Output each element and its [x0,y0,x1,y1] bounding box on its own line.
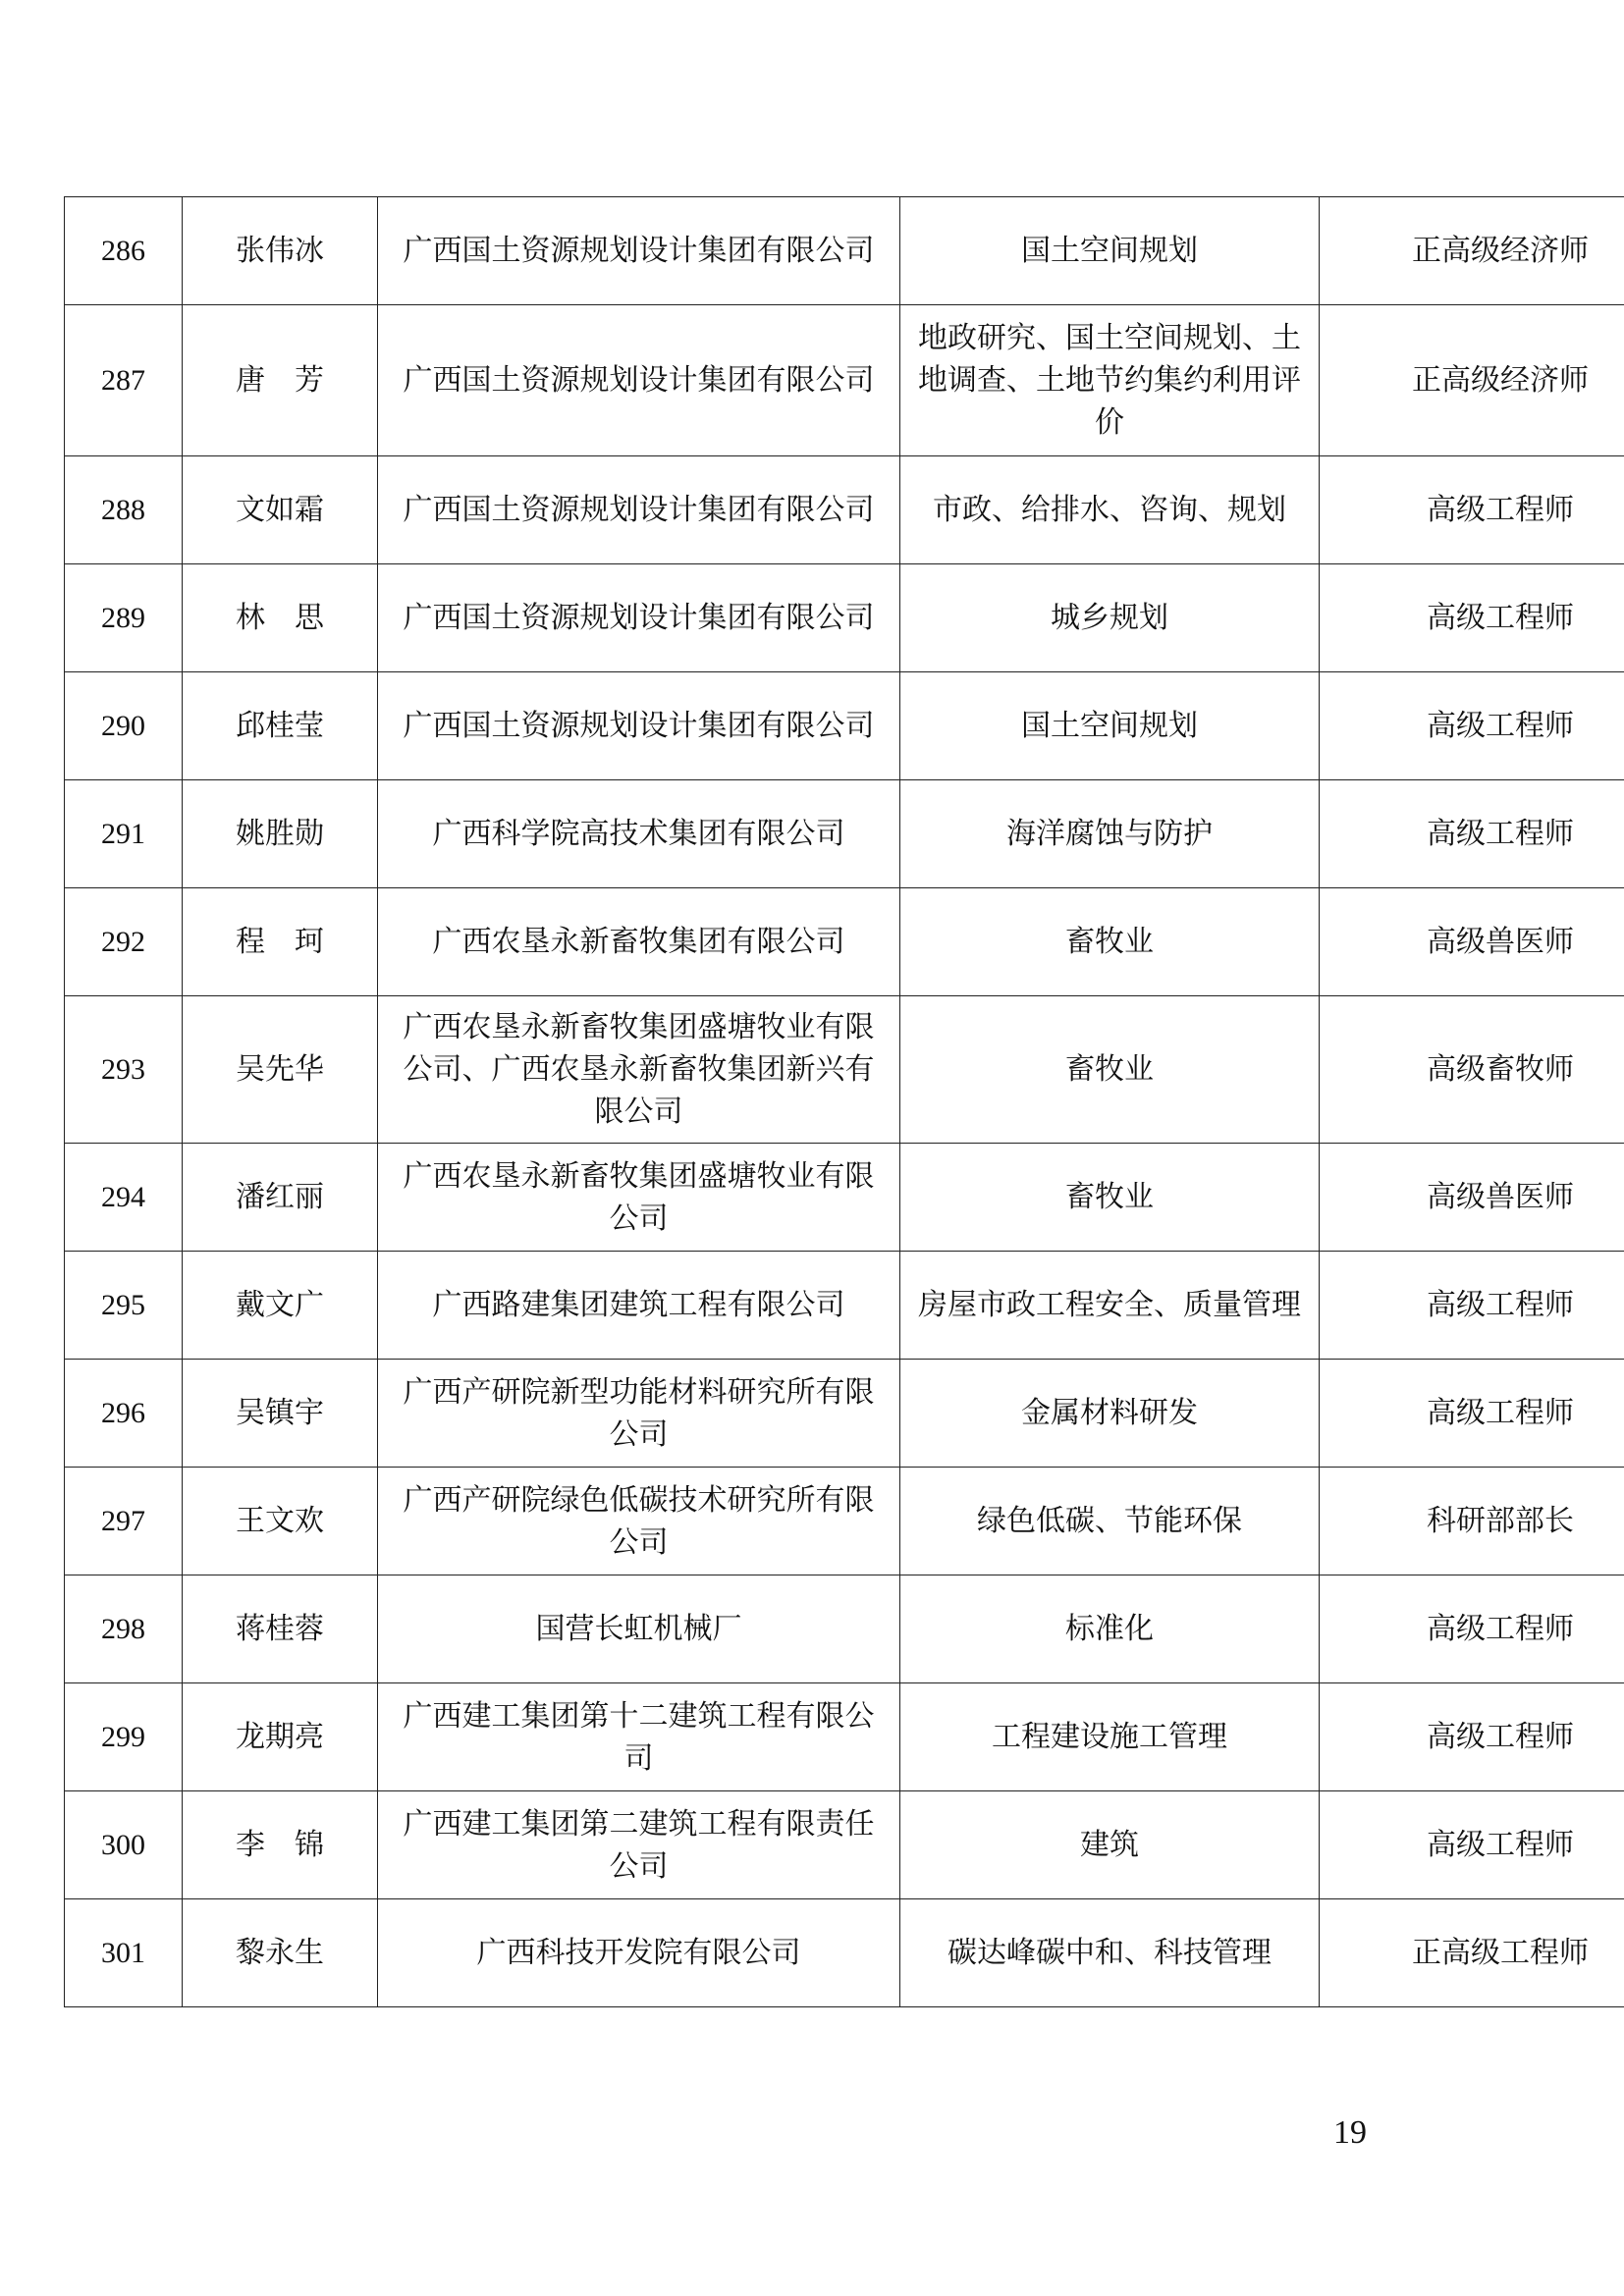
row-number: 292 [65,888,183,996]
professional-title: 高级工程师 [1320,1252,1624,1360]
professional-title: 高级工程师 [1320,1575,1624,1683]
professional-title: 科研部部长 [1320,1468,1624,1575]
specialty-field: 绿色低碳、节能环保 [900,1468,1320,1575]
professional-title: 正高级经济师 [1320,305,1624,456]
person-name: 蒋桂蓉 [183,1575,378,1683]
row-number: 298 [65,1575,183,1683]
table-row [65,1144,1624,1252]
table-row [65,1360,1624,1468]
person-name: 唐 芳 [183,305,378,456]
table-row [65,672,1624,780]
row-number: 299 [65,1683,183,1791]
professional-title: 高级工程师 [1320,564,1624,672]
person-name: 王文欢 [183,1468,378,1575]
table-row [65,1683,1624,1791]
professional-title: 高级兽医师 [1320,1144,1624,1252]
person-name: 潘红丽 [183,1144,378,1252]
specialty-field: 标准化 [900,1575,1320,1683]
row-number: 288 [65,456,183,564]
person-name: 姚胜勋 [183,780,378,888]
table-row [65,1791,1624,1899]
specialty-field: 碳达峰碳中和、科技管理 [900,1899,1320,2007]
table-row [65,1468,1624,1575]
table-row [65,456,1624,564]
table-row [65,888,1624,996]
professional-title: 高级工程师 [1320,1683,1624,1791]
organization: 广西农垦永新畜牧集团盛塘牧业有限公司、广西农垦永新畜牧集团新兴有限公司 [378,996,900,1144]
specialty-field: 国土空间规划 [900,197,1320,305]
table-row [65,1899,1624,2007]
specialty-field: 房屋市政工程安全、质量管理 [900,1252,1320,1360]
personnel-table [64,196,1624,2007]
specialty-field: 畜牧业 [900,996,1320,1144]
table-row [65,1252,1624,1360]
person-name: 李 锦 [183,1791,378,1899]
professional-title: 高级工程师 [1320,1791,1624,1899]
professional-title: 正高级经济师 [1320,197,1624,305]
specialty-field: 金属材料研发 [900,1360,1320,1468]
table-row [65,197,1624,305]
specialty-field: 市政、给排水、咨询、规划 [900,456,1320,564]
person-name: 林 思 [183,564,378,672]
organization: 广西科技开发院有限公司 [378,1899,900,2007]
row-number: 286 [65,197,183,305]
specialty-field: 国土空间规划 [900,672,1320,780]
specialty-field: 海洋腐蚀与防护 [900,780,1320,888]
row-number: 290 [65,672,183,780]
row-number: 293 [65,996,183,1144]
organization: 广西国土资源规划设计集团有限公司 [378,672,900,780]
organization: 广西科学院高技术集团有限公司 [378,780,900,888]
person-name: 龙期亮 [183,1683,378,1791]
professional-title: 高级工程师 [1320,1360,1624,1468]
organization: 广西建工集团第二建筑工程有限责任公司 [378,1791,900,1899]
organization: 广西路建集团建筑工程有限公司 [378,1252,900,1360]
professional-title: 高级兽医师 [1320,888,1624,996]
organization: 广西建工集团第十二建筑工程有限公司 [378,1683,900,1791]
professional-title: 高级畜牧师 [1320,996,1624,1144]
person-name: 程 珂 [183,888,378,996]
organization: 广西农垦永新畜牧集团盛塘牧业有限公司 [378,1144,900,1252]
row-number: 287 [65,305,183,456]
table-body [65,197,1624,2007]
person-name: 吴先华 [183,996,378,1144]
person-name: 黎永生 [183,1899,378,2007]
specialty-field: 畜牧业 [900,888,1320,996]
professional-title: 高级工程师 [1320,780,1624,888]
row-number: 297 [65,1468,183,1575]
specialty-field: 建筑 [900,1791,1320,1899]
professional-title: 正高级工程师 [1320,1899,1624,2007]
row-number: 295 [65,1252,183,1360]
specialty-field: 畜牧业 [900,1144,1320,1252]
table-row [65,305,1624,456]
professional-title: 高级工程师 [1320,672,1624,780]
person-name: 吴镇宇 [183,1360,378,1468]
row-number: 291 [65,780,183,888]
specialty-field: 工程建设施工管理 [900,1683,1320,1791]
specialty-field: 地政研究、国土空间规划、土地调查、土地节约集约利用评价 [900,305,1320,456]
organization: 广西产研院新型功能材料研究所有限公司 [378,1360,900,1468]
table-row [65,780,1624,888]
page-number: 19 [1333,2114,1367,2151]
organization: 广西国土资源规划设计集团有限公司 [378,305,900,456]
organization: 广西农垦永新畜牧集团有限公司 [378,888,900,996]
person-name: 张伟冰 [183,197,378,305]
organization: 广西国土资源规划设计集团有限公司 [378,564,900,672]
row-number: 294 [65,1144,183,1252]
row-number: 301 [65,1899,183,2007]
organization: 国营长虹机械厂 [378,1575,900,1683]
table-row [65,564,1624,672]
specialty-field: 城乡规划 [900,564,1320,672]
person-name: 文如霜 [183,456,378,564]
organization: 广西产研院绿色低碳技术研究所有限公司 [378,1468,900,1575]
person-name: 戴文广 [183,1252,378,1360]
row-number: 289 [65,564,183,672]
table-row [65,1575,1624,1683]
table-row [65,996,1624,1144]
professional-title: 高级工程师 [1320,456,1624,564]
row-number: 296 [65,1360,183,1468]
row-number: 300 [65,1791,183,1899]
organization: 广西国土资源规划设计集团有限公司 [378,197,900,305]
person-name: 邱桂莹 [183,672,378,780]
organization: 广西国土资源规划设计集团有限公司 [378,456,900,564]
